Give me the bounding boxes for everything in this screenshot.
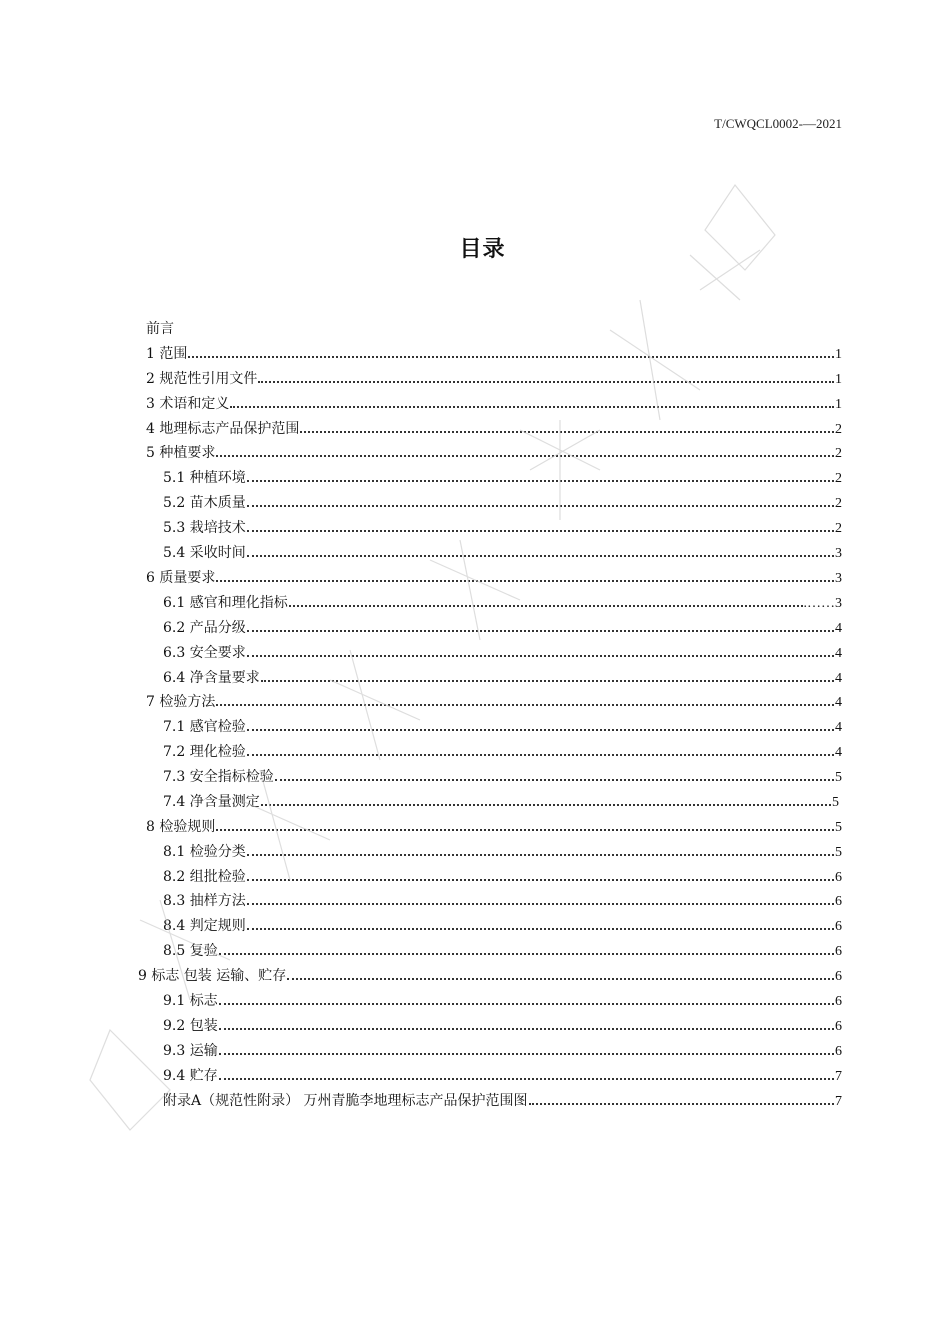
toc-entry[interactable] [163, 890, 842, 912]
toc-entry-title: 8 检验规则 [146, 819, 216, 835]
toc-leader-dots [247, 642, 834, 657]
toc-leader-dots [247, 492, 834, 507]
toc-page-number: 6 [835, 919, 842, 934]
toc-leader-dots [216, 442, 834, 457]
toc-entry[interactable] [163, 766, 842, 788]
toc-leader-dots [529, 1090, 834, 1105]
toc-entry-title: 7.4 净含量测定 [163, 794, 260, 810]
toc-entry-title: 附录A（规范性附录） 万州青脆李地理标志产品保护范围图 [163, 1093, 528, 1109]
toc-leader-dots [219, 1040, 834, 1055]
toc-entry-title: 5 种植要求 [146, 445, 216, 461]
toc-page-number: 4 [835, 695, 842, 710]
toc-entry-title: 8.5 复验 [163, 943, 218, 959]
toc-page-number: 6 [835, 944, 842, 959]
toc-page-number: 4 [835, 720, 842, 735]
toc-page-number: 6 [835, 994, 842, 1009]
toc-entry[interactable] [163, 667, 842, 689]
toc-entry-title: 9.3 运输 [163, 1043, 218, 1059]
page-title: 目录 [459, 237, 506, 262]
toc-entry[interactable] [163, 741, 842, 763]
toc-entry-title: 6.4 净含量要求 [163, 670, 260, 686]
toc-leader-dots [275, 766, 834, 781]
toc-entry[interactable] [163, 592, 842, 614]
toc-page-number: 3 [835, 571, 842, 586]
toc-entry[interactable] [146, 567, 842, 589]
toc-entry[interactable] [146, 368, 842, 390]
toc-entry[interactable] [146, 816, 842, 838]
toc-page-number: 7 [835, 1069, 842, 1084]
toc-leader-dots [247, 890, 834, 905]
toc-entry[interactable] [138, 965, 842, 987]
toc-entry[interactable] [163, 492, 842, 514]
toc-leader-dots [247, 517, 834, 532]
toc-leader-dots [216, 691, 834, 706]
toc-entry-title: 6.2 产品分级 [163, 620, 246, 636]
toc-entry[interactable] [163, 716, 842, 738]
toc-entry-title: 6 质量要求 [146, 570, 216, 586]
toc-entry[interactable] [163, 940, 842, 962]
toc-entry-title: 8.1 检验分类 [163, 844, 246, 860]
toc-page-number: .……3 [803, 596, 842, 611]
toc-entry[interactable] [163, 841, 842, 863]
toc-entry-title: 1 范围 [146, 346, 188, 362]
toc-page-number: 2 [835, 496, 842, 511]
toc-leader-dots [300, 418, 834, 433]
toc-leader-dots [188, 343, 834, 358]
toc-entry-title: 5.3 栽培技术 [163, 520, 246, 536]
toc-page-number: 2 [835, 422, 842, 437]
toc-page-number: 5 [835, 820, 842, 835]
toc-entry-title: 8.3 抽样方法 [163, 893, 246, 909]
toc-entry-title: 8.2 组批检验 [163, 869, 246, 885]
toc-leader-dots [261, 791, 831, 806]
toc-entry-title: 5.2 苗木质量 [163, 495, 246, 511]
toc-page-number: 4 [835, 621, 842, 636]
toc-entry[interactable] [146, 343, 842, 365]
toc-page-number: 6 [835, 870, 842, 885]
toc-page-number: 4 [835, 671, 842, 686]
toc-entry[interactable] [163, 642, 842, 664]
toc-leader-dots [247, 716, 834, 731]
toc-leader-dots [247, 467, 834, 482]
toc-entry-title: 7 检验方法 [146, 694, 216, 710]
toc-entry[interactable] [163, 617, 842, 639]
toc-page-number: 5 [835, 770, 842, 785]
toc-entry[interactable] [163, 467, 842, 489]
toc-entry[interactable] [163, 866, 842, 888]
toc-page-number: 6 [835, 969, 842, 984]
toc-entry[interactable] [163, 791, 839, 813]
toc-page-number: 6 [835, 894, 842, 909]
toc-leader-dots [216, 816, 834, 831]
toc-leader-dots [230, 393, 834, 408]
toc-entry-title: 6.1 感官和理化指标 [163, 595, 288, 611]
toc-leader-dots [247, 741, 834, 756]
toc-entry[interactable] [163, 1090, 842, 1112]
toc-leader-dots [216, 567, 834, 582]
toc-entry[interactable] [146, 691, 842, 713]
toc-leader-dots [287, 965, 834, 980]
toc-entry-title: 7.1 感官检验 [163, 719, 246, 735]
toc-page-number: 2 [835, 446, 842, 461]
toc-page-number: 1 [835, 372, 842, 387]
toc-entry[interactable] [163, 915, 842, 937]
document-code: T/CWQCL0002-—2021 [714, 116, 842, 131]
toc-entry-title: 2 规范性引用文件 [146, 371, 258, 387]
toc-entry-title: 9.4 贮存 [163, 1068, 218, 1084]
toc-entry-title: 4 地理标志产品保护范围 [146, 421, 300, 437]
toc-leader-dots [219, 1065, 834, 1080]
toc-leader-dots [247, 617, 834, 632]
toc-entry-title: 9.1 标志 [163, 993, 218, 1009]
toc-entry[interactable] [146, 442, 842, 464]
toc-entry[interactable] [163, 517, 842, 539]
toc-entry-title: 8.4 判定规则 [163, 918, 246, 934]
toc-leader-dots [258, 368, 834, 383]
toc-page-number: 2 [835, 521, 842, 536]
toc-entry-title: 9.2 包装 [163, 1018, 218, 1034]
toc-leader-dots [289, 592, 803, 607]
toc-entry-title: 7.2 理化检验 [163, 744, 246, 760]
toc-entry-title: 前言 [146, 321, 174, 337]
toc-entry[interactable] [146, 393, 842, 415]
toc-entry[interactable] [163, 990, 842, 1012]
toc-page-number: 3 [835, 546, 842, 561]
toc-leader-dots [219, 1015, 834, 1030]
toc-entry[interactable] [163, 1065, 842, 1087]
toc-entry-title: 9 标志 包装 运输、贮存 [138, 968, 287, 984]
toc-entry-title: 5.1 种植环境 [163, 470, 246, 486]
toc-leader-dots [247, 915, 834, 930]
toc-page-number: 5 [835, 845, 842, 860]
toc-entry[interactable] [163, 1015, 842, 1037]
toc-entry-title: 5.4 采收时间 [163, 545, 246, 561]
toc-entry[interactable] [146, 418, 842, 440]
toc-page-number: 1 [835, 397, 842, 412]
toc-page-number: 4 [835, 745, 842, 760]
toc-entry[interactable] [146, 318, 842, 340]
toc-entry-title: 3 术语和定义 [146, 396, 230, 412]
toc-entry[interactable] [163, 542, 842, 564]
toc-page-number: 2 [835, 471, 842, 486]
toc-leader-dots [247, 542, 834, 557]
toc-page-number: 5 [832, 795, 839, 810]
toc-page-number: 1 [835, 347, 842, 362]
toc-leader-dots [261, 667, 834, 682]
toc-entry-title: 6.3 安全要求 [163, 645, 246, 661]
toc-page-number: 6 [835, 1019, 842, 1034]
toc-leader-dots [219, 990, 834, 1005]
toc-leader-dots [247, 866, 834, 881]
toc-page-number: 4 [835, 646, 842, 661]
toc-leader-dots [219, 940, 834, 955]
toc-page-number: 6 [835, 1044, 842, 1059]
toc-entry-title: 7.3 安全指标检验 [163, 769, 274, 785]
toc-page-number: 7 [835, 1094, 842, 1109]
toc-entry[interactable] [163, 1040, 842, 1062]
toc-leader-dots [247, 841, 834, 856]
